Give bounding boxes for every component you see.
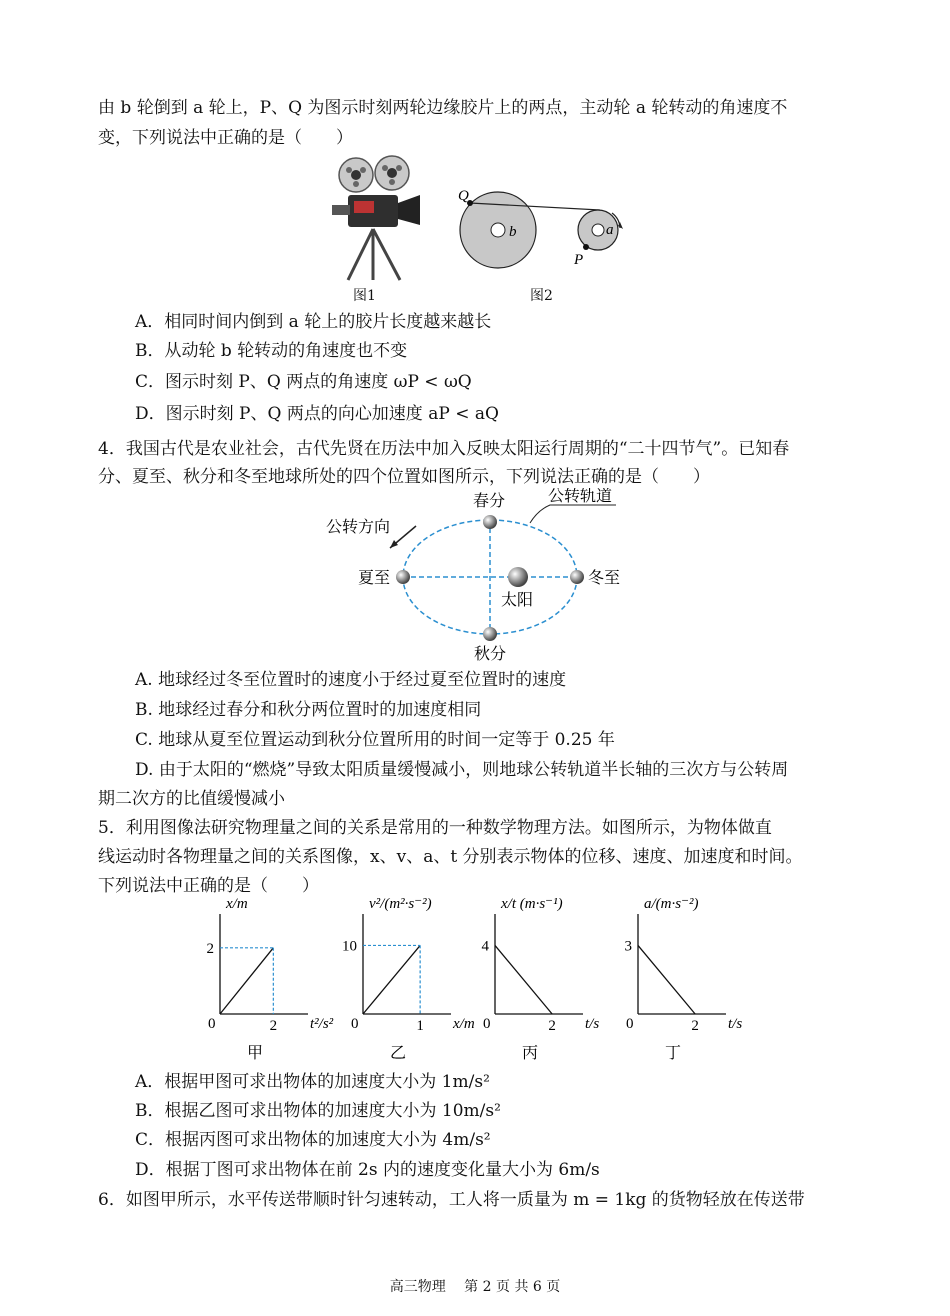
q5-stem-line1: 5．利用图像法研究物理量之间的关系是常用的一种数学物理方法。如图所示，为物体做直 <box>98 818 772 838</box>
q4-option-a: A. 地球经过冬至位置时的速度小于经过夏至位置时的速度 <box>135 670 567 690</box>
graph-1-x-tick-label: 2 <box>269 1018 278 1034</box>
q3-stem-line2: 变，下列说法中正确的是（ ） <box>98 128 353 148</box>
graph-3-y-axis-label: x/t (m·s⁻¹) <box>501 898 563 912</box>
q5-option-d: D．根据丁图可求出物体在前 2s 内的速度变化量大小为 6m/s <box>135 1160 600 1180</box>
earth-winter-icon <box>570 570 584 584</box>
sun-icon <box>508 567 528 587</box>
earth-spring-icon <box>483 515 497 529</box>
graph-1-y-tick-label: 2 <box>206 940 214 957</box>
graph-3-x-tick-label: 2 <box>548 1018 556 1034</box>
graph-2-x-tick-label: 1 <box>416 1018 424 1034</box>
graph-3-origin-label: 0 <box>483 1016 491 1032</box>
q5-stem-line3: 下列说法中正确的是（ ） <box>98 876 319 896</box>
q4-option-d-line1: D. 由于太阳的“燃烧”导致太阳质量缓慢减小，则地球公转轨道半长轴的三次方与公转周 <box>135 760 789 780</box>
label-autumn-equinox: 秋分 <box>474 646 507 663</box>
graph-1-data-line <box>220 948 273 1014</box>
graph-2-x-axis-label: x/m <box>453 1016 475 1032</box>
q3-option-a: A．相同时间内倒到 a 轮上的胶片长度越来越长 <box>135 312 492 332</box>
graph-4-y-tick-label: 3 <box>624 938 632 955</box>
q5-graphs <box>190 898 770 1066</box>
graph-3-y-tick-label: 4 <box>481 938 489 955</box>
graph-1-x-axis-label: t²/s² <box>310 1016 334 1032</box>
graph-4-data-line <box>638 945 695 1014</box>
graph-4-y-axis-label: a/(m·s⁻²) <box>644 898 699 912</box>
film-reel-icon-right <box>375 156 409 190</box>
wheels-figure <box>448 176 638 276</box>
graph-4-origin-label: 0 <box>626 1016 634 1032</box>
point-p <box>583 244 589 250</box>
q5-stem-line2: 线运动时各物理量之间的关系图像，x、v、a、t 分别表示物体的位移、速度、加速度和时间。 <box>98 847 803 867</box>
page-footer: 高三物理 第 2 页 共 6 页 <box>389 1279 561 1295</box>
q4-option-b: B. 地球经过春分和秋分两位置时的加速度相同 <box>135 700 482 720</box>
fig1-caption: 图1 <box>353 288 376 304</box>
film-reel-icon-left <box>339 158 373 192</box>
graph-2-y-axis-label: v²/(m²·s⁻²) <box>369 898 432 912</box>
label-direction: 公转方向 <box>326 519 391 536</box>
q5-option-b: B．根据乙图可求出物体的加速度大小为 10m/s² <box>135 1101 501 1121</box>
graph-3-x-axis-label: t/s <box>585 1016 600 1032</box>
graph-3-caption: 丙 <box>521 1045 539 1062</box>
graph-3-data-line <box>495 945 552 1014</box>
graph-4-caption: 丁 <box>664 1045 682 1062</box>
q5-option-a: A．根据甲图可求出物体的加速度大小为 1m/s² <box>135 1072 490 1092</box>
q3-stem-line1: 由 b 轮倒到 a 轮上，P、Q 为图示时刻两轮边缘胶片上的两点，主动轮 a 轮转动的角速度不 <box>98 98 788 118</box>
label-winter-solstice: 冬至 <box>588 570 621 587</box>
q3-option-d: D．图示时刻 P、Q 两点的向心加速度 aP < aQ <box>135 404 499 424</box>
label-a: a <box>606 222 614 238</box>
earth-orbit-diagram <box>320 488 640 663</box>
graph-2-data-line <box>363 945 420 1014</box>
q6-stem-line1: 6．如图甲所示，水平传送带顺时针匀速转动，工人将一质量为 m = 1kg 的货物轻放在传送带 <box>98 1190 805 1210</box>
earth-summer-icon <box>396 570 410 584</box>
q4-option-c: C. 地球从夏至位置运动到秋分位置所用的时间一定等于 0.25 年 <box>135 730 615 750</box>
movie-camera-figure <box>318 155 428 285</box>
label-spring-equinox: 春分 <box>473 493 506 510</box>
q3-option-b: B．从动轮 b 轮转动的角速度也不变 <box>135 341 408 361</box>
q4-stem-line1: 4．我国古代是农业社会，古代先贤在历法中加入反映太阳运行周期的“二十四节气”。已知春 <box>98 439 790 459</box>
graph-1-origin-label: 0 <box>208 1016 216 1032</box>
graph-1-caption: 甲 <box>246 1045 264 1062</box>
graph-2-caption: 乙 <box>389 1045 407 1062</box>
q3-option-c: C．图示时刻 P、Q 两点的角速度 ωP < ωQ <box>135 372 472 392</box>
q5-option-c: C．根据丙图可求出物体的加速度大小为 4m/s² <box>135 1130 491 1150</box>
label-b: b <box>509 224 517 240</box>
label-q: Q <box>458 188 469 204</box>
fig2-caption: 图2 <box>530 288 553 304</box>
graph-4-x-axis-label: t/s <box>728 1016 743 1032</box>
label-p: P <box>574 252 584 268</box>
graph-4-x-tick-label: 2 <box>691 1018 699 1034</box>
q4-stem-line2: 分、夏至、秋分和冬至地球所处的四个位置如图所示，下列说法正确的是（ ） <box>98 467 710 487</box>
graph-1-y-axis-label: x/m <box>226 898 248 912</box>
label-summer-solstice: 夏至 <box>358 570 391 587</box>
graph-2-origin-label: 0 <box>351 1016 359 1032</box>
graph-2-y-tick-label: 10 <box>342 938 357 955</box>
q4-option-d-line2: 期二次方的比值缓慢减小 <box>98 789 285 809</box>
earth-autumn-icon <box>483 627 497 641</box>
label-orbit: 公转轨道 <box>548 488 613 505</box>
label-sun: 太阳 <box>501 592 534 609</box>
